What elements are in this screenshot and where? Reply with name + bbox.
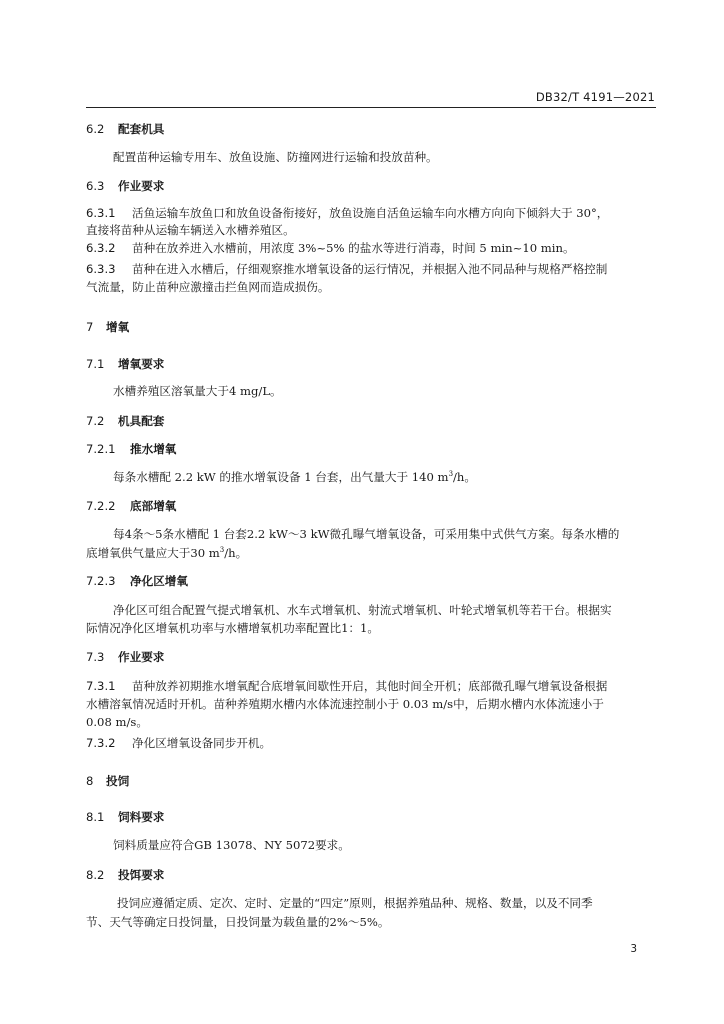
subsection-title: 净化区增氧 <box>130 574 188 588</box>
standard-code: DB32/T 4191—2021 <box>535 90 655 104</box>
paragraph-continuation: 节、天气等确定日投饲量，日投饲量为载鱼量的2%～5%。 <box>86 915 390 929</box>
subsection-7-2-2-heading <box>86 499 176 513</box>
paragraph-continuation: 际情况净化区增氧机功率与水槽增氧机功率配置比1：1。 <box>86 621 380 635</box>
section-number: 8.2 <box>86 868 105 882</box>
paragraph-text: 每条水槽配 2.2 kW 的推水增氧设备 1 台套，出气量大于 140 m <box>113 470 449 484</box>
section-number: 6.3 <box>86 179 105 193</box>
paragraph: 投饲应遵循定质、定次、定时、定量的“四定”原则，根据养殖品种、规格、数量，以及不同季 <box>117 896 593 910</box>
section-title: 增氧要求 <box>118 357 165 371</box>
section-title: 饲料要求 <box>118 810 165 824</box>
paragraph-continuation <box>86 546 247 560</box>
clause-text: 活鱼运输车放鱼口和放鱼设备衔接好，放鱼设施自活鱼运输车向水槽方向向下倾斜大于 30°， <box>132 206 609 220</box>
section-number: 8.1 <box>86 810 105 824</box>
section-7-1-heading <box>86 357 164 371</box>
superscript: 3 <box>219 546 225 555</box>
clause-text: 净化区增氧设备同步开机。 <box>132 736 272 750</box>
subsection-title: 推水增氧 <box>130 442 177 456</box>
section-title: 配套机具 <box>118 122 165 136</box>
subsection-title: 底部增氧 <box>130 499 177 513</box>
section-number: 7.1 <box>86 357 105 371</box>
clause-6-3-2 <box>86 241 575 255</box>
paragraph: 每4条～5条水槽配 1 台套2.2 kW～3 kW微孔曝气增氧设备，可采用集中式供气方案。每条水槽的 <box>113 527 620 541</box>
subsection-number: 7.2.1 <box>86 442 116 456</box>
chapter-8-heading <box>86 774 129 788</box>
clause-continuation: 直接将苗种从运输车辆送入水槽养殖区。 <box>86 223 295 237</box>
paragraph-text-end: /h。 <box>453 470 476 484</box>
subsection-7-2-1-heading <box>86 442 176 456</box>
paragraph: 净化区可组合配置气提式增氧机、水车式增氧机、射流式增氧机、叶轮式增氧机等若干台。根据实 <box>113 603 612 617</box>
header-rule <box>86 107 656 108</box>
section-6-2-heading <box>86 122 164 136</box>
section-number: 6.2 <box>86 122 105 136</box>
clause-continuation: 水槽溶氧情况适时开机。苗种养殖期水槽内水体流速控制小于 0.03 m/s中，后期水槽内水体流速小于 <box>86 697 604 711</box>
chapter-7-heading <box>86 320 129 334</box>
section-title: 机具配套 <box>118 414 165 428</box>
subsection-7-2-3-heading <box>86 574 188 588</box>
clause-6-3-1 <box>86 206 608 220</box>
subsection-number: 7.2.2 <box>86 499 116 513</box>
section-7-3-heading <box>86 650 164 664</box>
clause-number: 6.3.1 <box>86 206 116 220</box>
subsection-number: 7.2.3 <box>86 574 116 588</box>
clause-text: 苗种放养初期推水增氧配合底增氧间歇性开启，其他时间全开机；底部微孔曝气增氧设备根据 <box>132 679 608 693</box>
section-7-2-heading <box>86 414 164 428</box>
clause-number: 7.3.1 <box>86 679 116 693</box>
clause-continuation: 气流量，防止苗种应激撞击拦鱼网而造成损伤。 <box>86 280 330 294</box>
section-number: 7.2 <box>86 414 105 428</box>
section-8-1-heading <box>86 810 164 824</box>
section-8-2-heading <box>86 868 164 882</box>
clause-number: 7.3.2 <box>86 736 116 750</box>
clause-continuation: 0.08 m/s。 <box>86 715 148 729</box>
clause-number: 6.3.3 <box>86 262 116 276</box>
section-number: 7.3 <box>86 650 105 664</box>
clause-number: 6.3.2 <box>86 241 116 255</box>
clause-text: 苗种在进入水槽后，仔细观察推水增氧设备的运行情况，并根据入池不同品种与规格严格控制 <box>132 262 608 276</box>
page-number: 3 <box>630 943 637 955</box>
chapter-title: 投饲 <box>106 774 130 788</box>
paragraph: 饲料质量应符合GB 13078、NY 5072要求。 <box>113 838 350 852</box>
chapter-title: 增氧 <box>106 320 130 334</box>
section-6-3-heading <box>86 179 164 193</box>
clause-text: 苗种在放养进入水槽前，用浓度 3%~5% 的盐水等进行消毒，时间 5 min~10 min。 <box>132 241 575 255</box>
clause-7-3-2 <box>86 736 271 750</box>
superscript: 3 <box>448 470 454 479</box>
paragraph: 配置苗种运输专用车、放鱼设施、防撞网进行运输和投放苗种。 <box>113 150 438 164</box>
clause-7-3-1 <box>86 679 607 693</box>
section-title: 作业要求 <box>118 179 165 193</box>
paragraph <box>113 470 476 484</box>
chapter-number: 8 <box>86 774 94 788</box>
section-title: 投饵要求 <box>118 868 165 882</box>
chapter-number: 7 <box>86 320 94 334</box>
paragraph-text: 底增氧供气量应大于30 m <box>86 546 220 560</box>
section-title: 作业要求 <box>118 650 165 664</box>
paragraph: 水槽养殖区溶氧量大于4 mg/L。 <box>113 384 282 398</box>
paragraph-text-end: /h。 <box>224 546 248 560</box>
clause-6-3-3 <box>86 262 607 276</box>
